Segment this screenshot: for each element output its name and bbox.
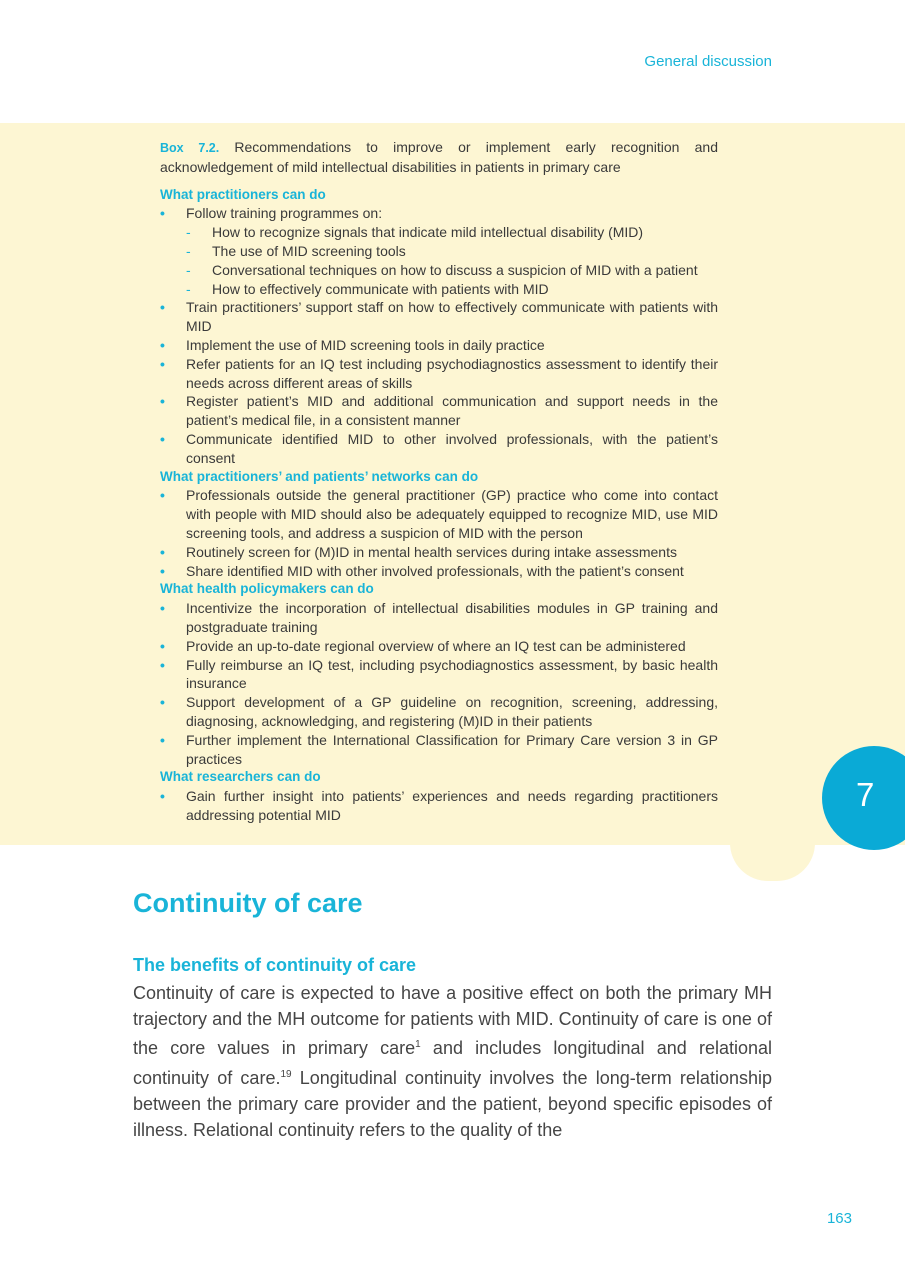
box-section-list — [160, 486, 718, 580]
box-section-heading: What health policymakers can do — [160, 581, 374, 597]
reference-1: 1 — [415, 1039, 421, 1051]
box-caption-text: Recommendations to improve or implement early recognition and acknowledgement of mild intellectual disabilities in patients in primary care — [160, 139, 718, 175]
list-item-text: Professionals outside the general practitioner (GP) practice who come into contact with people with MID should also be adequately equipped to recognize MID, use MID screening tools, and address a suspicion of MID with the person — [186, 487, 718, 541]
list-item-text: Share identified MID with other involved professionals, with the patient’s consent — [186, 562, 684, 579]
running-header: General discussion — [644, 53, 772, 70]
box-section-heading: What practitioners’ and patients’ networks can do — [160, 468, 479, 484]
list-item-text: Communicate identified MID to other involved professionals, with the patient’s consent — [186, 430, 718, 466]
list-item — [160, 543, 718, 562]
box-sections — [160, 186, 718, 825]
chapter-number: 7 — [856, 776, 875, 813]
list-item — [160, 637, 718, 656]
list-item — [160, 599, 718, 637]
body-paragraph — [133, 980, 772, 1143]
list-item — [160, 392, 718, 430]
body-text-2: and includes longitudinal and relational continuity of care. — [133, 1038, 772, 1088]
list-item — [160, 731, 718, 769]
box-drip — [730, 843, 815, 881]
subsection-title: The benefits of continuity of care — [133, 955, 417, 975]
list-item — [160, 336, 718, 355]
page-number: 163 — [826, 1210, 852, 1227]
sub-list-item: - Conversational techniques on how to discuss a suspicion of MID with a patient — [186, 261, 718, 280]
recommendation-box — [160, 138, 718, 825]
list-item — [160, 204, 718, 298]
sub-list-item: - How to effectively communicate with patients with MID — [186, 280, 718, 299]
list-item — [160, 693, 718, 731]
main-content — [133, 888, 772, 1141]
list-item-text: Gain further insight into patients’ experiences and needs regarding practitioners addressing potential MID — [186, 788, 718, 823]
list-item-text: Further implement the International Classification for Primary Care version 3 in GP practices — [186, 731, 718, 767]
list-item — [160, 486, 718, 542]
box-label: Box 7.2. — [160, 141, 220, 155]
list-item — [160, 355, 718, 393]
list-item-text: Train practitioners’ support staff on how to effectively communicate with patients with MID — [186, 299, 718, 335]
box-section-heading: What researchers can do — [160, 769, 321, 785]
box-caption — [160, 138, 718, 177]
list-item — [160, 656, 718, 694]
box-section-list — [160, 599, 718, 768]
list-item-text: Register patient’s MID and additional communication and support needs in the patient’s medical file, in a consistent manner — [186, 393, 718, 429]
reference-19: 19 — [280, 1068, 292, 1080]
list-item — [160, 787, 718, 825]
list-item-text: Follow training programmes on: — [186, 205, 383, 222]
box-section-list — [160, 787, 718, 825]
box-section-heading: What practitioners can do — [160, 186, 326, 202]
list-item-text: Refer patients for an IQ test including psychodiagnostics assessment to identify their needs across different areas of skills — [186, 355, 718, 391]
sub-list — [186, 223, 718, 298]
list-item-text: Implement the use of MID screening tools in daily practice — [186, 336, 545, 353]
sub-list-item: - How to recognize signals that indicate mild intellectual disability (MID) — [186, 223, 718, 242]
body-text-3: Longitudinal continuity involves the long-term relationship between the primary care provider and the patient, beyond specific episodes of illness. Relational continuity refers to the quality of the — [133, 1067, 772, 1141]
body-text-1: Continuity of care is expected to have a positive effect on both the primary MH trajectory and the MH outcome for patients with MID. Continuity of care is one of the core values in primary care — [133, 983, 772, 1059]
section-title: Continuity of care — [133, 888, 363, 918]
list-item — [160, 298, 718, 336]
list-item-text: Provide an up-to-date regional overview of where an IQ test can be administered — [186, 637, 686, 654]
list-item-text: Routinely screen for (M)ID in mental health services during intake assessments — [186, 543, 677, 560]
list-item — [160, 562, 718, 581]
list-item-text: Fully reimburse an IQ test, including psychodiagnostics assessment, by basic health insurance — [186, 656, 718, 692]
box-section-list — [160, 204, 718, 467]
list-item-text: Incentivize the incorporation of intellectual disabilities modules in GP training and postgraduate training — [186, 600, 718, 635]
list-item-text: Support development of a GP guideline on recognition, screening, addressing, diagnosing, acknowledging, and registering (M)ID in their patients — [186, 694, 718, 729]
list-item — [160, 430, 718, 468]
sub-list-item: - The use of MID screening tools — [186, 242, 718, 261]
